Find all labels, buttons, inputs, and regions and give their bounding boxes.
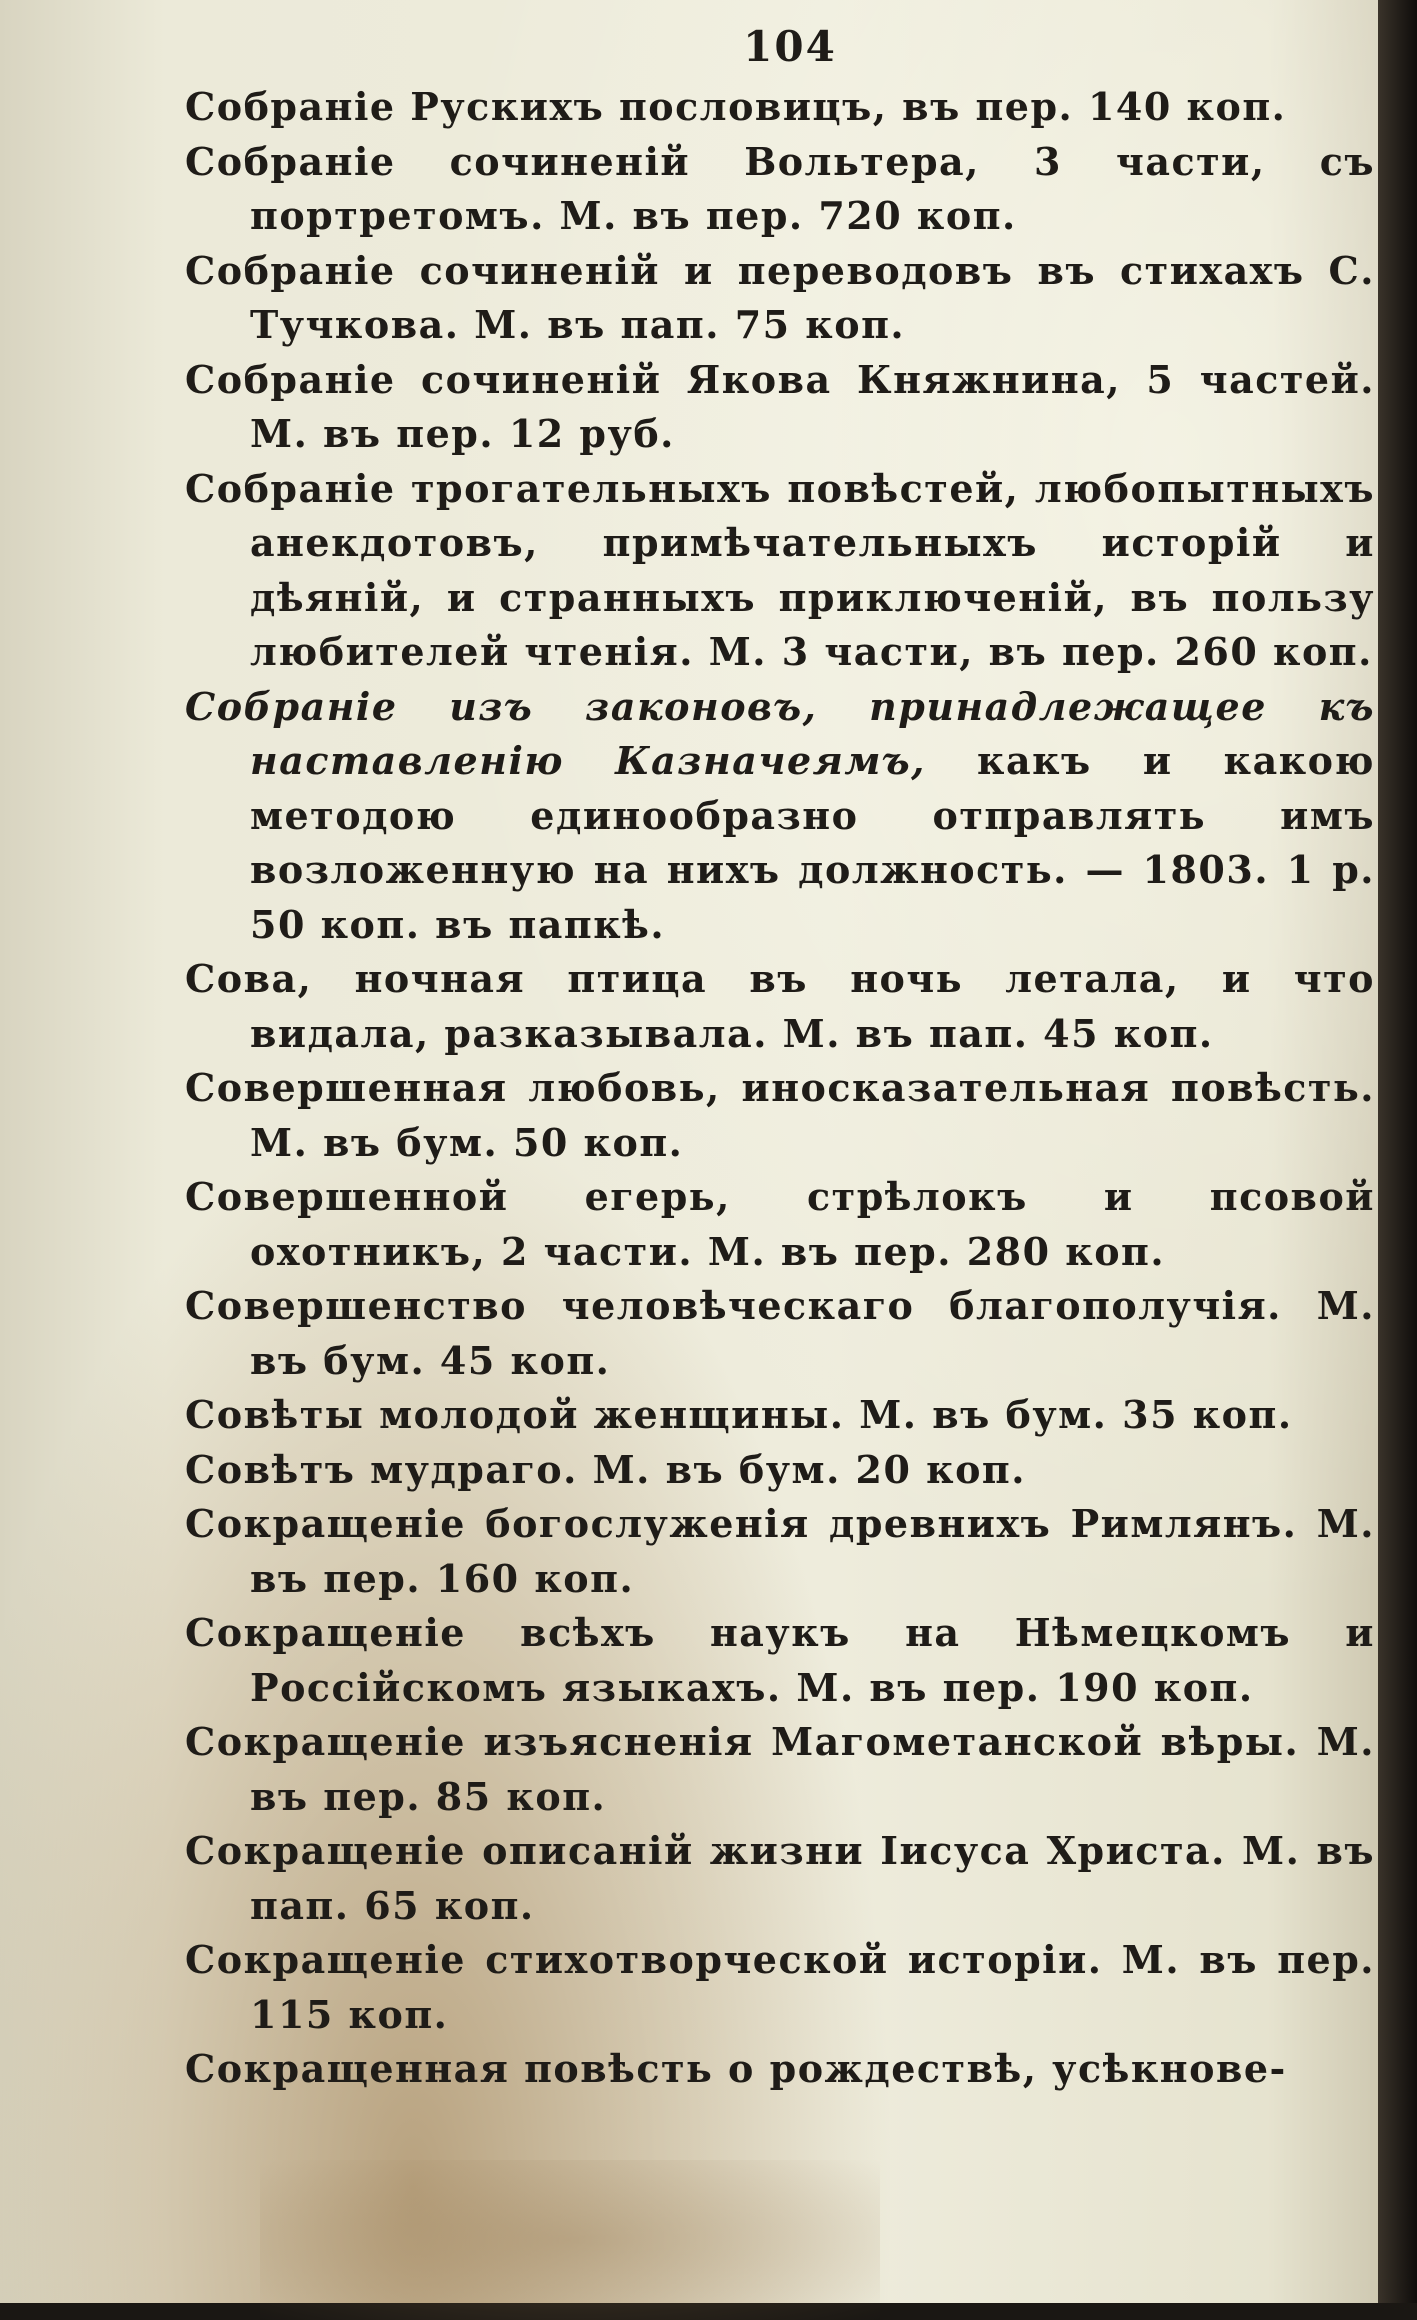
catalog-entry: Собраніе Рускихъ пословицъ, въ пер. 140 коп. bbox=[185, 84, 1287, 129]
catalog-entry: Сокращеніе богослуженія древнихъ Римлянъ. М. въ пер. 160 коп. bbox=[185, 1501, 1375, 1601]
catalog-entry: Собраніе сочиненій и переводовъ въ стихахъ С. Тучкова. М. въ пап. 75 коп. bbox=[185, 247, 1375, 347]
catalog-entry: Собраніе трогательныхъ повѣстей, любопытныхъ анекдотовъ, примѣчательныхъ исторій и дѣяній, и странныхъ приключеній, въ пользу любителей чтенія. М. 3 части, въ пер. 260 коп. bbox=[185, 465, 1375, 674]
catalog-entry: Сокращеніе стихотворческой исторіи. М. въ пер. 115 коп. bbox=[185, 1937, 1375, 2037]
paper-stain bbox=[260, 2160, 880, 2320]
catalog-entry: Совершенной егерь, стрѣлокъ и псовой охотникъ, 2 части. М. въ пер. 280 коп. bbox=[185, 1174, 1375, 1274]
page-number: 104 bbox=[743, 22, 837, 71]
catalog-entry: Сокращенная повѣсть о рождествѣ, усѣкнове- bbox=[185, 2046, 1287, 2091]
page-edge-shadow bbox=[1378, 0, 1417, 2303]
catalog-entries bbox=[185, 80, 1375, 2097]
catalog-entry: Собраніе изъ законовъ, принадлежащее къ наставленію Казначеямъ, какъ и какою методою единообразно отправлять имъ возложенную на нихъ должность. — 1803. 1 р. 50 коп. въ папкѣ. bbox=[185, 683, 1375, 947]
catalog-entry: Сокращеніе описаній жизни Іисуса Христа. М. въ пап. 65 коп. bbox=[185, 1828, 1375, 1928]
catalog-entry: Совѣтъ мудраго. М. въ бум. 20 коп. bbox=[185, 1446, 1026, 1492]
catalog-entry: Собраніе сочиненій Якова Княжнина, 5 частей. М. въ пер. 12 руб. bbox=[185, 356, 1375, 456]
catalog-entry: Совершенная любовь, иносказательная повѣсть. М. въ бум. 50 коп. bbox=[185, 1065, 1375, 1165]
catalog-entry: Сова, ночная птица въ ночь летала, и что видала, разказывала. М. въ пап. 45 коп. bbox=[185, 956, 1375, 1056]
catalog-entry: Совѣты молодой женщины. М. въ бум. 35 коп. bbox=[185, 1392, 1293, 1437]
catalog-entry: Совершенство человѣческаго благополучія. М. въ бум. 45 коп. bbox=[185, 1283, 1375, 1383]
catalog-entry: Сокращеніе изъясненія Магометанской вѣры. М. въ пер. 85 коп. bbox=[185, 1719, 1375, 1819]
entry-italic-title: Собраніе изъ законовъ, принадлежащее къ наставленію Казначеямъ, bbox=[185, 683, 1375, 783]
catalog-entry: Собраніе сочиненій Вольтера, 3 части, съ портретомъ. М. въ пер. 720 коп. bbox=[185, 138, 1375, 238]
catalog-entry: Сокращеніе всѣхъ наукъ на Нѣмецкомъ и Россійскомъ языкахъ. М. въ пер. 190 коп. bbox=[185, 1610, 1375, 1710]
